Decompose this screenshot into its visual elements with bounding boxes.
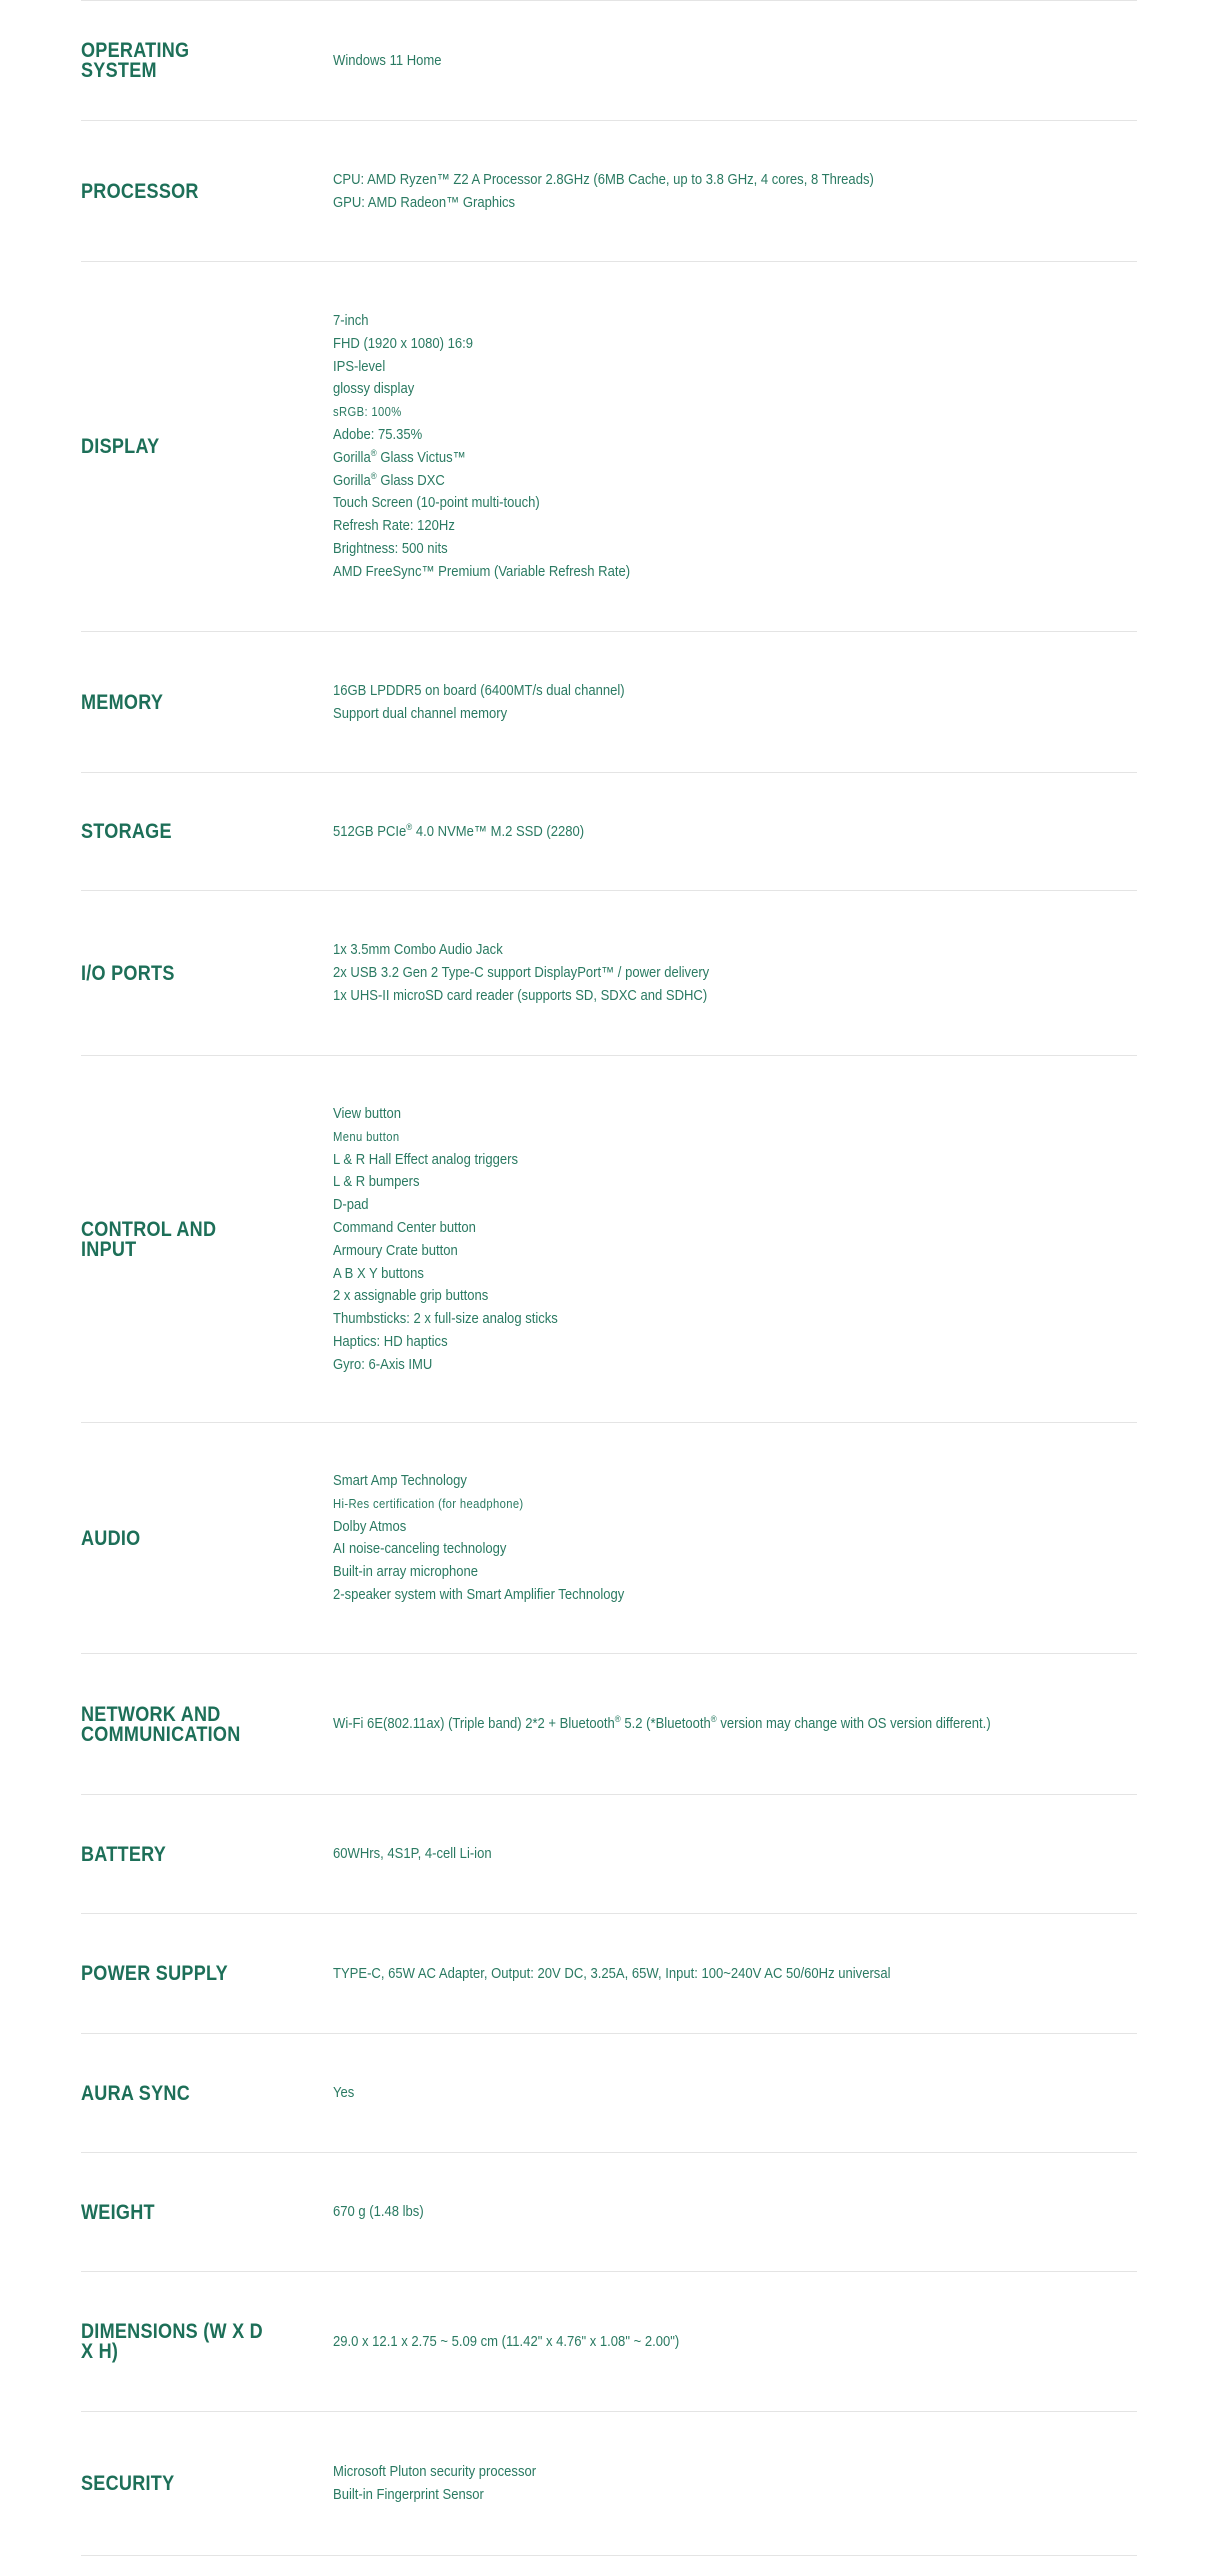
spec-value-line: 2x USB 3.2 Gen 2 Type-C support DisplayPort™ / power delivery	[333, 964, 710, 981]
spec-values	[333, 1470, 1133, 1607]
spec-value-line: Built-in array microphone	[333, 1564, 479, 1581]
spec-value-line: Microsoft Pluton security processor	[333, 2464, 537, 2480]
spec-value-line: Smart Amp Technology	[333, 1473, 467, 1489]
spec-value-line: 60WHrs, 4S1P, 4-cell Li-ion	[333, 1846, 492, 1862]
spec-value-line: Support dual channel memory	[333, 705, 508, 722]
spec-values	[333, 50, 1133, 73]
spec-value-line: Haptics: HD haptics	[333, 1333, 448, 1350]
spec-label: I/O PORTS	[81, 962, 175, 985]
spec-values	[333, 1963, 1133, 1986]
spec-value-line: CPU: AMD Ryzen™ Z2 A Processor 2.8GHz (6MB Cache, up to 3.8 GHz, 4 cores, 8 Threads)	[333, 172, 874, 188]
spec-row	[81, 1055, 1137, 1423]
spec-label: AURA SYNC	[81, 2082, 191, 2105]
spec-value-line: Menu button	[333, 1129, 400, 1144]
spec-row	[81, 2152, 1137, 2272]
spec-value-line: Armoury Crate button	[333, 1242, 458, 1259]
spec-row	[81, 1653, 1137, 1795]
spec-value-line: Refresh Rate: 120Hz	[333, 518, 455, 535]
spec-value-line: 29.0 x 12.1 x 2.75 ~ 5.09 cm (11.42" x 4.76" x 1.08" ~ 2.00")	[333, 2334, 680, 2350]
spec-value-line: 1x 3.5mm Combo Audio Jack	[333, 942, 503, 958]
spec-value-line: 7-inch	[333, 313, 369, 329]
spec-value-line: 512GB PCIe® 4.0 NVMe™ M.2 SSD (2280)	[333, 822, 585, 840]
spec-value-line: glossy display	[333, 381, 415, 398]
spec-row	[81, 631, 1137, 773]
spec-row	[81, 1913, 1137, 2034]
spec-row	[81, 0, 1137, 121]
spec-value-line: GPU: AMD Radeon™ Graphics	[333, 194, 516, 211]
spec-value-line: FHD (1920 x 1080) 16:9	[333, 335, 474, 352]
spec-row	[81, 1422, 1137, 1654]
spec-row	[81, 890, 1137, 1056]
spec-label: DISPLAY	[81, 435, 160, 458]
spec-values	[333, 1713, 1133, 1736]
spec-values	[333, 1103, 1133, 1377]
spec-value-line: Dolby Atmos	[333, 1518, 407, 1535]
spec-value-line: IPS-level	[333, 358, 386, 375]
spec-value-line: Gyro: 6-Axis IMU	[333, 1356, 433, 1373]
spec-label: CONTROL AND INPUT	[81, 1218, 217, 1261]
spec-value-line: Brightness: 500 nits	[333, 540, 448, 557]
spec-value-line: Thumbsticks: 2 x full-size analog sticks	[333, 1311, 558, 1328]
spec-row	[81, 2411, 1137, 2556]
spec-label: NETWORK AND COMMUNICATION	[81, 1703, 241, 1746]
spec-value-line: A B X Y buttons	[333, 1265, 424, 1282]
spec-values	[333, 1843, 1133, 1866]
spec-value-line: Touch Screen (10-point multi-touch)	[333, 495, 540, 512]
spec-values	[333, 939, 1133, 1007]
spec-label: OPERATING SYSTEM	[81, 39, 190, 82]
spec-value-line: TYPE-C, 65W AC Adapter, Output: 20V DC, 3.25A, 65W, Input: 100~240V AC 50/60Hz universal	[333, 1966, 891, 1982]
spec-label: WEIGHT	[81, 2201, 155, 2224]
spec-row	[81, 120, 1137, 262]
spec-value-line: 2-speaker system with Smart Amplifier Technology	[333, 1586, 625, 1603]
spec-values	[333, 2331, 1133, 2354]
spec-row	[81, 772, 1137, 891]
spec-value-line: Gorilla® Glass Victus™	[333, 447, 466, 466]
spec-values	[333, 310, 1133, 584]
spec-row	[81, 2271, 1137, 2412]
spec-value-line: Built-in Fingerprint Sensor	[333, 2486, 484, 2503]
spec-label: DIMENSIONS (W X D X H)	[81, 2320, 263, 2363]
spec-label: BATTERY	[81, 1843, 167, 1866]
spec-value-line: D-pad	[333, 1197, 369, 1214]
spec-value-line: L & R bumpers	[333, 1174, 420, 1191]
spec-values	[333, 821, 1133, 844]
spec-value-line: sRGB: 100%	[333, 405, 402, 420]
spec-value-line: Adobe: 75.35%	[333, 426, 423, 443]
spec-values	[333, 169, 1133, 215]
spec-row	[81, 261, 1137, 632]
spec-value-line: Hi-Res certification (for headphone)	[333, 1496, 524, 1511]
spec-label: AUDIO	[81, 1527, 141, 1550]
spec-value-line: AI noise-canceling technology	[333, 1541, 507, 1558]
spec-values	[333, 680, 1133, 726]
spec-label: POWER SUPPLY	[81, 1962, 228, 1985]
spec-value-line: Windows 11 Home	[333, 53, 442, 69]
spec-value-line: 16GB LPDDR5 on board (6400MT/s dual channel)	[333, 683, 625, 699]
spec-label: PROCESSOR	[81, 180, 199, 203]
spec-value-line: Yes	[333, 2085, 355, 2101]
spec-values	[333, 2082, 1133, 2105]
spec-label: STORAGE	[81, 820, 172, 843]
spec-row	[81, 1794, 1137, 1914]
spec-label: MEMORY	[81, 691, 164, 714]
spec-value-line: 1x UHS-II microSD card reader (supports SD, SDXC and SDHC)	[333, 987, 708, 1004]
spec-label: SECURITY	[81, 2472, 175, 2495]
spec-value-line: Command Center button	[333, 1219, 476, 1236]
spec-values	[333, 2461, 1133, 2507]
spec-value-line: Gorilla® Glass DXC	[333, 470, 445, 489]
spec-value-line: AMD FreeSync™ Premium (Variable Refresh Rate)	[333, 563, 631, 580]
spec-value-line: L & R Hall Effect analog triggers	[333, 1151, 518, 1168]
spec-row	[81, 2033, 1137, 2153]
spec-values	[333, 2201, 1133, 2224]
spec-value-line: 670 g (1.48 lbs)	[333, 2204, 424, 2220]
spec-value-line: Wi-Fi 6E(802.11ax) (Triple band) 2*2 + Bluetooth® 5.2 (*Bluetooth® version may change with OS version different.)	[333, 1714, 991, 1732]
spec-value-line: 2 x assignable grip buttons	[333, 1288, 489, 1305]
spec-value-line: View button	[333, 1106, 401, 1122]
